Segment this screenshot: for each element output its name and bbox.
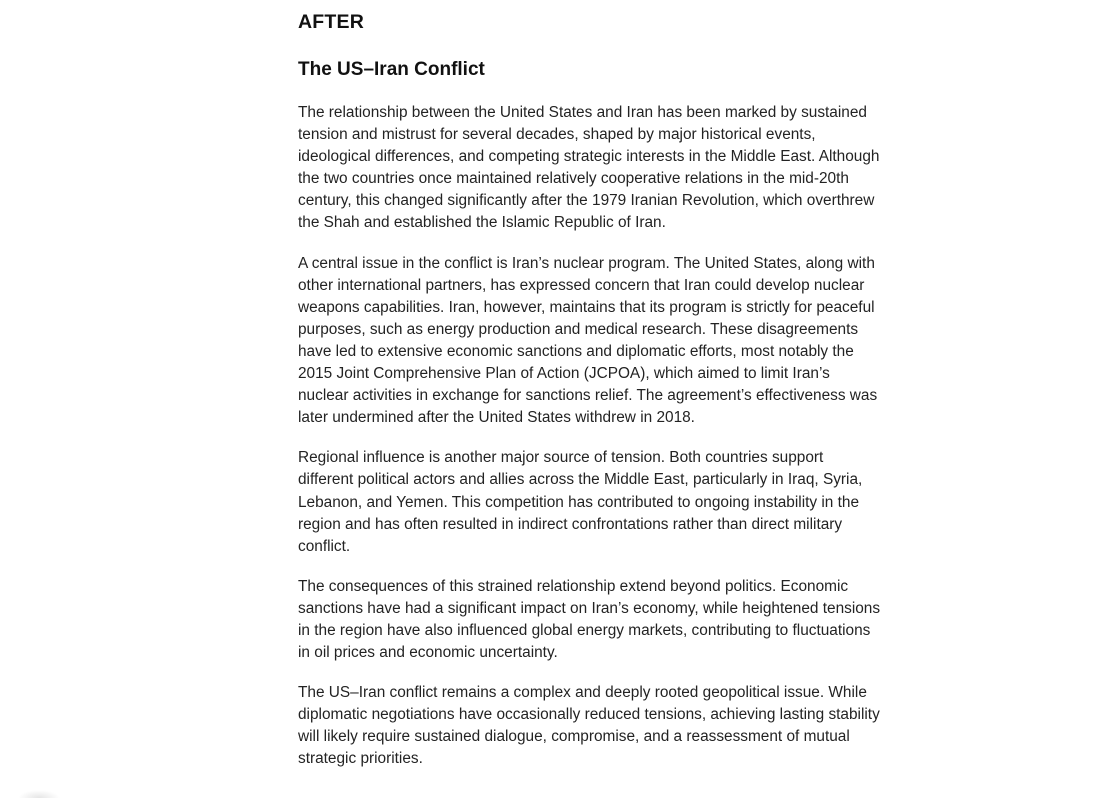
paragraph-line: tension and mistrust for several decades, shaped by major historical events,: [298, 126, 816, 144]
paragraph-line: 2015 Joint Comprehensive Plan of Action (JCPOA), which aimed to limit Iran’s: [298, 365, 830, 383]
paragraph: [298, 253, 938, 430]
paragraph-line: diplomatic negotiations have occasionally reduced tensions, achieving lasting stability: [298, 706, 880, 724]
paragraph-line: A central issue in the conflict is Iran’s nuclear program. The United States, along with: [298, 254, 875, 272]
paragraph-line: other international partners, has expressed concern that Iran could develop nuclear: [298, 276, 865, 294]
paragraph-line: conflict.: [298, 537, 351, 555]
paragraph-line: Lebanon, and Yemen. This competition has contributed to ongoing instability in the: [298, 493, 860, 511]
paragraph-line: sanctions have had a significant impact on Iran’s economy, while heightened tensions: [298, 599, 881, 617]
paragraph-line: nuclear activities in exchange for sanctions relief. The agreement’s effectiveness was: [298, 387, 878, 405]
paragraph-line: later undermined after the United States withdrew in 2018.: [298, 409, 695, 427]
paragraph-line: purposes, such as energy production and medical research. These disagreements: [298, 320, 859, 338]
paragraph-line: the two countries once maintained relatively cooperative relations in the mid-20th: [298, 170, 849, 188]
paragraph-line: have led to extensive economic sanctions and diplomatic efforts, most notably the: [298, 342, 854, 360]
paragraph-line: will likely require sustained dialogue, compromise, and a reassessment of mutual: [298, 728, 850, 746]
paragraph-line: region and has often resulted in indirect confrontations rather than direct military: [298, 515, 843, 533]
paragraph-line: weapons capabilities. Iran, however, maintains that its program is strictly for peaceful: [298, 298, 875, 316]
paragraph-line: ideological differences, and competing strategic interests in the Middle East. Although: [298, 148, 880, 166]
paragraph-line: the Shah and established the Islamic Republic of Iran.: [298, 214, 666, 232]
paragraph-line: in oil prices and economic uncertainty.: [298, 644, 558, 662]
paragraph: [298, 447, 938, 557]
paragraph: [298, 682, 938, 770]
paragraph: [298, 576, 938, 664]
paragraph-line: Regional influence is another major source of tension. Both countries support: [298, 449, 824, 467]
corner-shadow: [18, 790, 60, 798]
paragraph: [298, 102, 938, 235]
paragraph-line: strategic priorities.: [298, 750, 423, 768]
paragraph-line: in the region have also influenced global energy markets, contributing to fluctuations: [298, 621, 871, 639]
document-body: [298, 102, 938, 789]
paragraph-line: The relationship between the United States and Iran has been marked by sustained: [298, 104, 867, 121]
paragraph-line: century, this changed significantly after the 1979 Iranian Revolution, which overthrew: [298, 192, 875, 210]
document-title: The US–Iran Conflict: [298, 59, 485, 80]
paragraph-line: different political actors and allies across the Middle East, particularly in Iraq, Syria,: [298, 471, 863, 489]
section-label: AFTER: [298, 11, 364, 33]
paragraph-line: The consequences of this strained relationship extend beyond politics. Economic: [298, 577, 849, 595]
paragraph-line: The US–Iran conflict remains a complex and deeply rooted geopolitical issue. While: [298, 684, 867, 702]
